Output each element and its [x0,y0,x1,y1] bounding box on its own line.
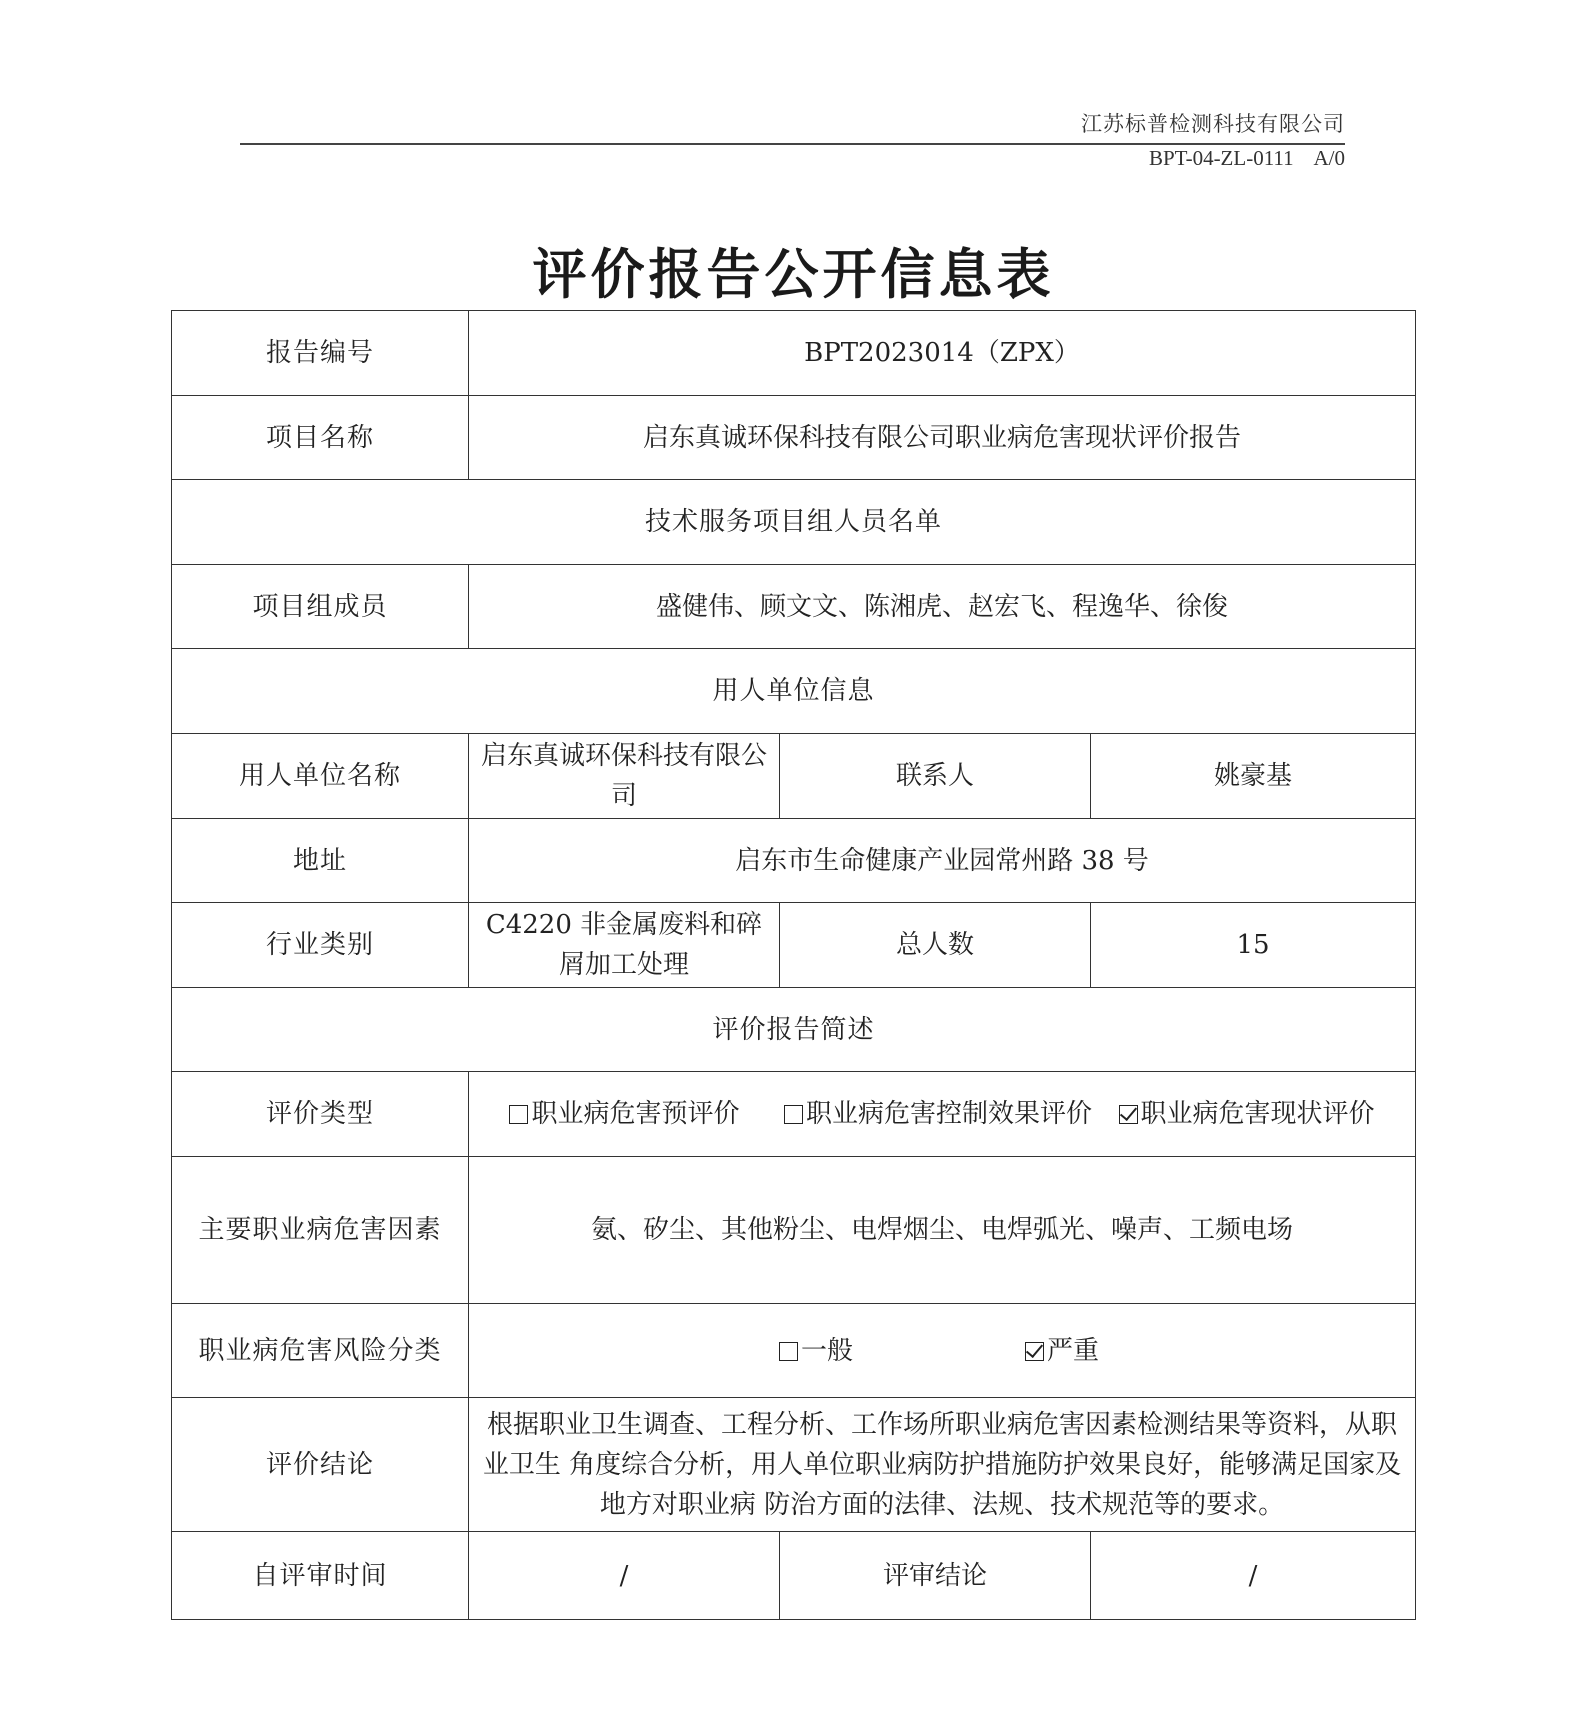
company-name: 江苏标普检测科技有限公司 [1081,112,1345,136]
address-label: 地址 [172,819,469,903]
self-review-time-label: 自评审时间 [172,1532,469,1620]
contact-label: 联系人 [780,734,1091,819]
summary-section-header: 评价报告简述 [172,988,1416,1072]
row-team-section [172,480,1416,565]
checkbox-checked-icon[interactable] [1119,1105,1138,1124]
review-result-value: / [1091,1532,1416,1620]
eval-type-option-label: 职业病危害控制效果评价 [805,1099,1092,1129]
team-members-value: 盛健伟、顾文文、陈湘虎、赵宏飞、程逸华、徐俊 [469,565,1416,649]
headcount-label: 总人数 [780,903,1091,988]
header-divider [240,143,1345,145]
document-code: BPT-04-ZL-0111 A/0 [1148,146,1345,170]
row-eval-type [172,1072,1416,1157]
eval-type-options [469,1072,1416,1157]
risk-general-label: 一般 [801,1335,854,1366]
project-name-label: 项目名称 [172,396,469,480]
checkbox-checked-icon[interactable] [1025,1342,1044,1361]
team-members-label: 项目组成员 [172,565,469,649]
address-value: 启东市生命健康产业园常州路 38 号 [469,819,1416,903]
eval-type-option-control[interactable] [784,1099,1100,1129]
employer-name-value: 启东真诚环保科技有限公司 [469,734,780,819]
review-result-label: 评审结论 [780,1532,1091,1620]
row-hazards [172,1157,1416,1304]
row-employer-name [172,734,1416,819]
info-table [171,310,1416,1620]
row-conclusion [172,1398,1416,1532]
eval-type-label: 评价类型 [172,1072,469,1157]
contact-value: 姚豪基 [1091,734,1416,819]
row-self-review [172,1532,1416,1620]
self-review-time-value: / [469,1532,780,1620]
eval-type-option-pre[interactable] [509,1099,747,1129]
team-section-header: 技术服务项目组人员名单 [172,480,1416,565]
headcount-value: 15 [1091,903,1416,988]
conclusion-label: 评价结论 [172,1398,469,1532]
row-project-name [172,396,1416,480]
hazards-label: 主要职业病危害因素 [172,1157,469,1304]
industry-label: 行业类别 [172,903,469,988]
risk-option-general[interactable] [779,1331,853,1371]
conclusion-value: 根据职业卫生调查、工程分析、工作场所职业病危害因素检测结果等资料，从职业卫生 角度综合分析，用人单位职业病防护措施防护效果良好，能够满足国家及地方对职业病 防治方面的法律、法规、技术规范等的要求。 [469,1398,1416,1532]
risk-label: 职业病危害风险分类 [172,1304,469,1398]
report-no-label: 报告编号 [172,311,469,396]
risk-options [469,1304,1416,1398]
page-title: 评价报告公开信息表 [532,242,1055,306]
report-no-value: BPT2023014（ZPX） [469,311,1416,396]
hazards-value: 氨、矽尘、其他粉尘、电焊烟尘、电焊弧光、噪声、工频电场 [469,1157,1416,1304]
employer-name-label: 用人单位名称 [172,734,469,819]
row-employer-section [172,649,1416,734]
row-summary-section [172,988,1416,1072]
row-report-no [172,311,1416,396]
checkbox-icon[interactable] [784,1105,803,1124]
row-team-members [172,565,1416,649]
checkbox-icon[interactable] [779,1342,798,1361]
row-industry [172,903,1416,988]
checkbox-icon[interactable] [509,1105,528,1124]
risk-option-serious[interactable] [1025,1331,1099,1371]
row-risk [172,1304,1416,1398]
eval-type-option-status[interactable] [1119,1099,1375,1129]
industry-value: C4220 非金属废料和碎屑加工处理 [469,903,780,988]
row-address [172,819,1416,903]
eval-type-option-label: 职业病危害现状评价 [1140,1099,1375,1129]
eval-type-option-label: 职业病危害预评价 [531,1099,740,1129]
employer-section-header: 用人单位信息 [172,649,1416,734]
project-name-value: 启东真诚环保科技有限公司职业病危害现状评价报告 [469,396,1416,480]
risk-serious-label: 严重 [1047,1335,1100,1366]
